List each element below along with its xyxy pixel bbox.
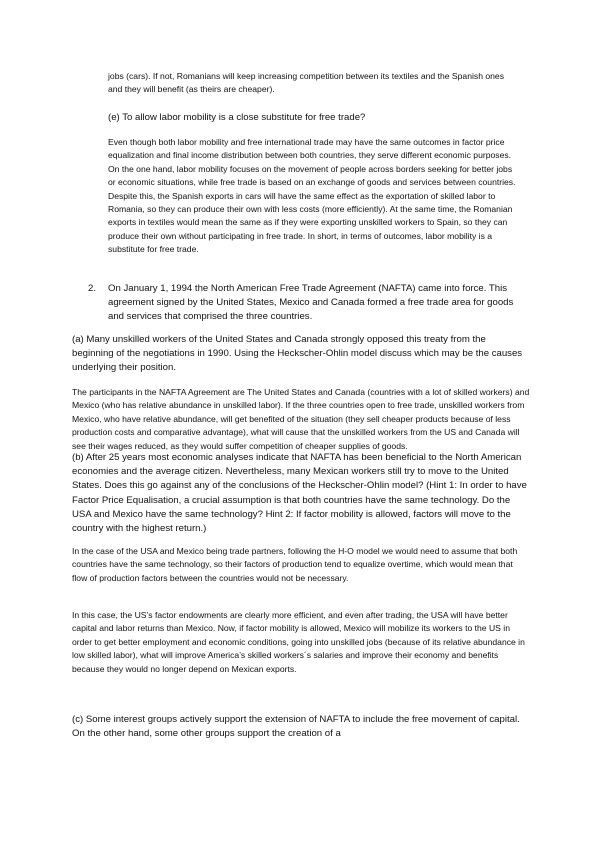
question-a: (a) Many unskilled workers of the United States and Canada strongly opposed this treaty from the beginning of the negotiations in 1990. Using the Heckscher-Ohlin model discuss which may be the causes underlying their position. (72, 334, 523, 374)
paragraph-continuation: jobs (cars). If not, Romanians will keep increasing competition between its textiles and the Spanish ones and they will benefit (as theirs are cheaper). (108, 71, 504, 95)
answer-b-paragraph-1: In the case of the USA and Mexico being trade partners, following the H-O model we would need to assume that both countries have the same technology, so their factors of production tend to equalize overtime, which would mean that flow of production factors between the countries would not be necessary. (72, 546, 518, 583)
question-c: (c) Some interest groups actively support the extension of NAFTA to include the free movement of capital. On the other hand, some other groups support the creation of a (72, 714, 520, 740)
question-e: (e) To allow labor mobility is a close substitute for free trade? (108, 112, 366, 123)
answer-b-paragraph-2: In this case, the US’s factor endowments are clearly more efficient, and even after trading, the USA will have better capital and labor returns than Mexico. Now, if factor mobility is allowed, Mexico will mobilize its workers to the US in order to get better employment and economic conditions, going into unskilled jobs (because of its relative abundance in low skilled labor), what will improve America’s skilled workers´s salaries and improve their economy and benefits because they would no longer depend on Mexican exports. (72, 610, 525, 674)
answer-e: Even though both labor mobility and free international trade may have the same outcomes in factor price equalization and final income distribution between both countries, they serve different economic purposes. On the one hand, labor mobility focuses on the movement of people across borders seeking for better jobs or economic situations, while free trade is based on an exchange of goods and services between countries. Despite this, the Spanish exports in cars will have the same effect as the exportation of skilled labor to Romania, so they can produce their own with less costs (more efficiently). At the same time, the Romanian exports in textiles would mean the same as if they were exporting unskilled workers to Spain, so they can produce their own without participating in free trade. In short, in terms of outcomes, labor mobility is a substitute for free trade. (108, 137, 516, 255)
list-number-2: 2. (88, 283, 97, 294)
question-b: (b) After 25 years most economic analyses indicate that NAFTA has been beneficial to the North American economies and the average citizen. Nevertheless, many Mexican workers still try to move to the United States. Does this go against any of the conclusions of the Heckscher-Ohlin model? (Hint 1: In order to have Factor Price Equalisation, a crucial assumption is that both countries have the same technology. Do the USA and Mexico have the same technology? Hint 2: If factor mobility is allowed, factors will move to the country with the highest return.) (72, 452, 527, 535)
answer-a: The participants in the NAFTA Agreement are The United States and Canada (countries with a lot of skilled workers) and Mexico (who has relative abundance in unskilled labor). If the three countries open to free trade, unskilled workers from Mexico, who have relative abundance, will get benefited of the situation (they sell cheaper products because of less production costs and comparative advantage), what will cause that the unskilled workers from the US and Canada will see their wages reduced, as they would suffer competition of cheaper supplies of goods. (72, 387, 530, 451)
item-2-text: On January 1, 1994 the North American Free Trade Agreement (NAFTA) came into force. This agreement signed by the United States, Mexico and Canada formed a free trade area for goods and services that comprised the three countries. (108, 283, 514, 323)
